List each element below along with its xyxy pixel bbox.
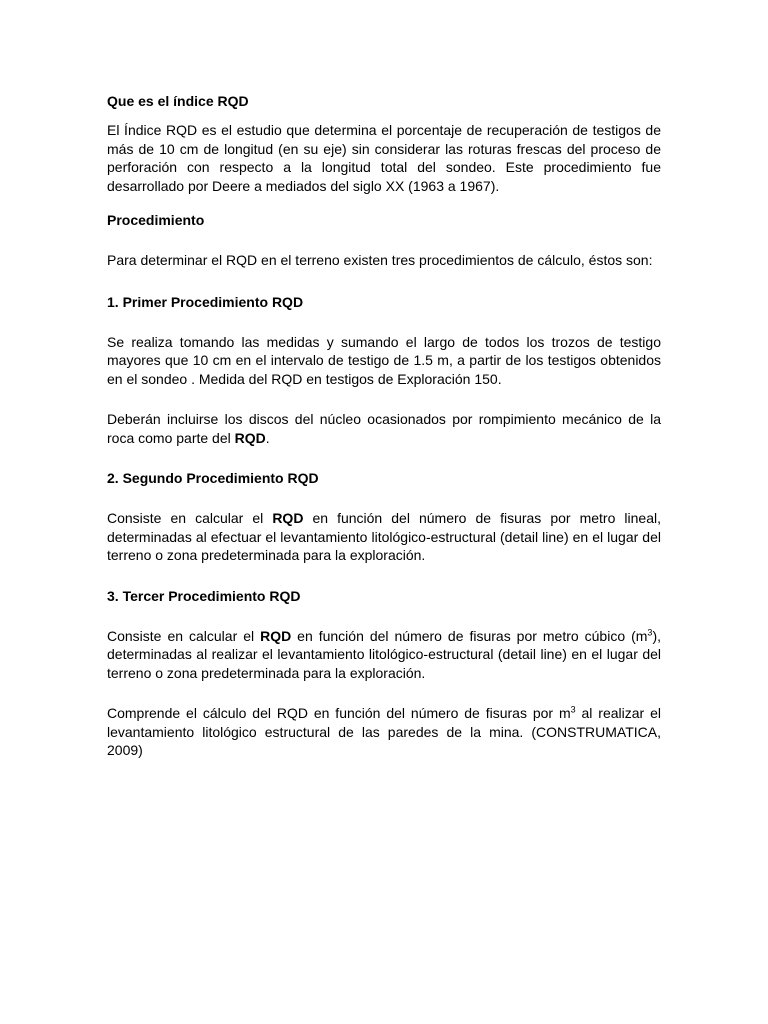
paragraph-tercer-1 <box>107 627 661 683</box>
superscript-3: 3 <box>570 704 576 715</box>
text-segment: ), determinadas al realizar el levantamiento litológico-estructural (detail line) en el lugar del terreno o zona predeterminada para la exploración. <box>107 627 661 681</box>
bold-term-rqd: RQD <box>234 429 266 446</box>
text-segment: Consiste en calcular el <box>107 627 261 644</box>
text-segment: Comprende el cálculo del RQD en función del número de fisuras por m <box>107 705 571 721</box>
bold-term-rqd: RQD <box>260 627 292 644</box>
paragraph-segundo-1 <box>107 509 661 565</box>
text-segment: . <box>265 429 270 446</box>
section-heading-primer: 1. Primer Procedimiento RQD <box>107 293 304 310</box>
superscript-3: 3 <box>647 626 653 637</box>
text-segment: al realizar el levantamiento litológico estructural de las paredes de la mina. (CONSTRUMATICA, 2009) <box>107 705 661 758</box>
document-body <box>107 92 661 760</box>
paragraph-primer-1: Se realiza tomando las medidas y sumando el largo de todos los trozos de testigo mayores que 10 cm en el intervalo de testigo de 1.5 m, a partir de los testigos obtenidos en el sondeo . Medida del RQD en testigos de Exploración 150. <box>107 333 661 387</box>
text-segment: en función del número de fisuras por metro lineal, determinadas al efectuar el levantamiento litológico-estructural (detail line) en el lugar del terreno o zona predeterminada para la exploración. <box>107 510 661 563</box>
paragraph-procedimiento-intro: Para determinar el RQD en el terreno existen tres procedimientos de cálculo, éstos son: <box>107 252 653 268</box>
paragraph-primer-2 <box>107 410 661 447</box>
section-heading-segundo: 2. Segundo Procedimiento RQD <box>107 470 319 486</box>
section-heading-que-es: Que es el índice RQD <box>107 93 249 109</box>
paragraph-definition: El Índice RQD es el estudio que determina el porcentaje de recuperación de testigos de más de 10 cm de longitud (en su eje) sin considerar las roturas frescas del proceso de perforación con respecto a la longitud total del sondeo. Este procedimiento fue desarrollado por Deere a mediados del siglo XX (1963 a 1967). <box>107 122 661 194</box>
paragraph-tercer-2 <box>107 704 661 760</box>
text-segment: Deberán incluirse los discos del núcleo ocasionados por rompimiento mecánico de la roca como parte del <box>107 411 661 446</box>
section-heading-procedimiento: Procedimiento <box>107 212 205 228</box>
bold-term-rqd: RQD <box>272 510 304 526</box>
text-segment: Consiste en calcular el <box>107 510 273 526</box>
text-segment: en función del número de fisuras por metro cúbico (m <box>291 627 648 644</box>
section-heading-tercer: 3. Tercer Procedimiento RQD <box>107 587 301 604</box>
